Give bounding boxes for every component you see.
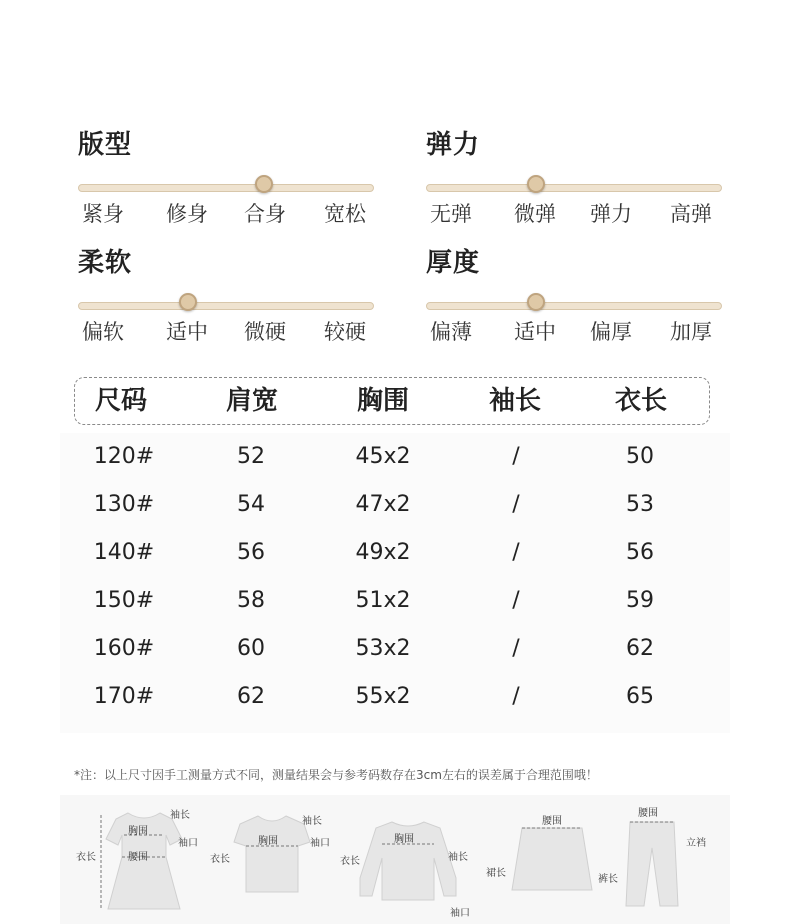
option-label: 高弹 (670, 202, 712, 226)
cell-sleeve: / (512, 444, 520, 469)
label-length: 裙长 (486, 868, 506, 879)
cell-chest: 45x2 (355, 444, 411, 469)
table-row (60, 625, 730, 673)
cell-chest: 49x2 (355, 540, 411, 565)
cell-length: 56 (626, 540, 654, 565)
label-length: 裤长 (598, 874, 618, 885)
option-label: 修身 (166, 202, 208, 226)
option-label: 较硬 (324, 320, 366, 344)
cell-size: 170# (93, 684, 155, 709)
size-table-header (74, 377, 710, 425)
cell-size: 150# (93, 588, 155, 613)
cell-size: 160# (93, 636, 155, 661)
cell-sleeve: / (512, 492, 520, 517)
cell-chest: 51x2 (355, 588, 411, 613)
header-length: 衣长 (614, 386, 667, 416)
header-shoulder: 肩宽 (225, 386, 278, 416)
label-cuff: 袖口 (178, 838, 198, 849)
option-label: 偏软 (82, 320, 124, 344)
cell-size: 120# (93, 444, 155, 469)
thickness-slider-knob (527, 293, 545, 311)
label-waist: 腰围 (638, 808, 658, 819)
cell-shoulder: 60 (237, 636, 265, 661)
attr-title: 厚度 (426, 248, 481, 278)
option-label: 适中 (514, 320, 556, 344)
option-label: 弹力 (590, 202, 632, 226)
cell-length: 59 (626, 588, 654, 613)
cell-shoulder: 52 (237, 444, 265, 469)
option-label: 无弹 (430, 202, 472, 226)
table-row (60, 433, 730, 481)
cell-length: 53 (626, 492, 654, 517)
header-size: 尺码 (94, 386, 147, 416)
tshirt-diagram (232, 812, 312, 894)
cell-length: 50 (626, 444, 654, 469)
cell-shoulder: 58 (237, 588, 265, 613)
label-length: 衣长 (210, 854, 230, 865)
label-sleeve: 袖长 (170, 810, 190, 821)
option-label: 宽松 (324, 202, 366, 226)
attr-title: 弹力 (426, 130, 481, 160)
label-waist: 腰围 (128, 852, 148, 863)
label-waist: 腰围 (542, 816, 562, 827)
attr-title: 版型 (78, 130, 133, 160)
label-length: 衣长 (340, 856, 360, 867)
cell-size: 130# (93, 492, 155, 517)
thickness-slider-track (426, 302, 722, 310)
option-label: 合身 (244, 202, 286, 226)
label-cuff: 袖口 (450, 908, 470, 919)
softness-slider-knob (179, 293, 197, 311)
table-row (60, 577, 730, 625)
option-label: 加厚 (670, 320, 712, 344)
cell-sleeve: / (512, 588, 520, 613)
option-label: 适中 (166, 320, 208, 344)
cell-sleeve: / (512, 540, 520, 565)
cell-shoulder: 56 (237, 540, 265, 565)
label-cuff: 袖口 (310, 838, 330, 849)
table-row (60, 673, 730, 721)
header-sleeve: 袖长 (488, 386, 541, 416)
skirt-diagram (510, 824, 594, 894)
cell-length: 65 (626, 684, 654, 709)
label-length: 衣长 (76, 852, 96, 863)
pants-diagram (622, 818, 682, 910)
attr-fit (78, 128, 378, 226)
label-rise: 立裆 (686, 838, 706, 849)
cell-length: 62 (626, 636, 654, 661)
attr-thickness (426, 246, 726, 344)
option-label: 偏薄 (430, 320, 472, 344)
cell-sleeve: / (512, 636, 520, 661)
label-sleeve: 袖长 (302, 816, 322, 827)
cell-shoulder: 54 (237, 492, 265, 517)
option-label: 微弹 (514, 202, 556, 226)
cell-sleeve: / (512, 684, 520, 709)
attr-title: 柔软 (78, 248, 133, 278)
elasticity-slider-track (426, 184, 722, 192)
cell-chest: 53x2 (355, 636, 411, 661)
option-label: 微硬 (244, 320, 286, 344)
measurement-note: *注：以上尺寸因手工测量方式不同，测量结果会与参考码数存在3cm左右的误差属于合理范围哦！ (74, 768, 598, 782)
elasticity-slider-knob (527, 175, 545, 193)
label-chest: 胸围 (128, 826, 148, 837)
option-label: 偏厚 (590, 320, 632, 344)
label-sleeve: 袖长 (448, 852, 468, 863)
cell-shoulder: 62 (237, 684, 265, 709)
table-row (60, 481, 730, 529)
option-label: 紧身 (82, 202, 124, 226)
header-chest: 胸围 (356, 386, 409, 416)
softness-slider-track (78, 302, 374, 310)
fit-slider-track (78, 184, 374, 192)
label-chest: 胸围 (394, 834, 414, 845)
size-table-body (60, 433, 730, 733)
attr-elasticity (426, 128, 726, 226)
table-row (60, 529, 730, 577)
cell-size: 140# (93, 540, 155, 565)
label-chest: 胸围 (258, 836, 278, 847)
cell-chest: 55x2 (355, 684, 411, 709)
attr-softness (78, 246, 378, 344)
cell-chest: 47x2 (355, 492, 411, 517)
